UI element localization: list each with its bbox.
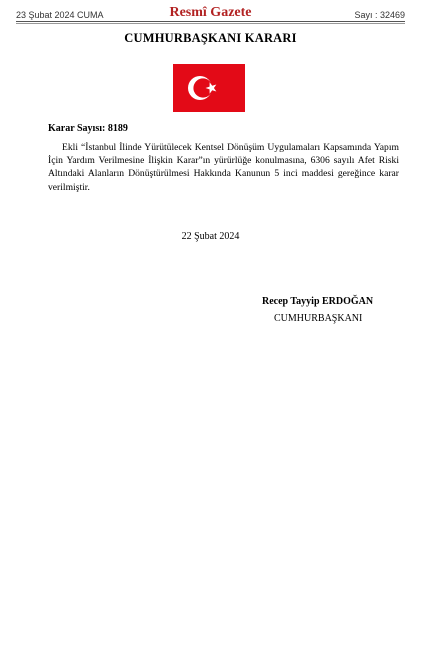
signer-title: CUMHURBAŞKANI: [274, 313, 363, 324]
header-rule-secondary: [16, 23, 405, 24]
turkish-flag-icon: [173, 64, 245, 112]
signer-name: Recep Tayyip ERDOĞAN: [262, 296, 374, 307]
decision-body: Ekli “İstanbul İlinde Yürütülecek Kentsel Dönüşüm Uygulamaları Kapsamında Yapım İçin Yardım Verilmesine İlişkin Karar”ın yürürlüğe konulmasına, 6306 sayılı Afet Riski Altındaki Alanların Dönüştürülmesi Hakkında Kanunun 5 inci maddesi gereğince karar verilmiştir.: [48, 142, 399, 193]
decision-number: Karar Sayısı: 8189: [48, 123, 128, 134]
document-title: CUMHURBAŞKANI KARARI: [124, 31, 297, 45]
header-date: 23 Şubat 2024 CUMA: [16, 10, 104, 20]
gazette-title: Resmî Gazete: [169, 5, 252, 20]
decision-date: 22 Şubat 2024: [181, 231, 240, 242]
header-rule: [16, 21, 405, 22]
issue-number: Sayı : 32469: [354, 10, 405, 20]
